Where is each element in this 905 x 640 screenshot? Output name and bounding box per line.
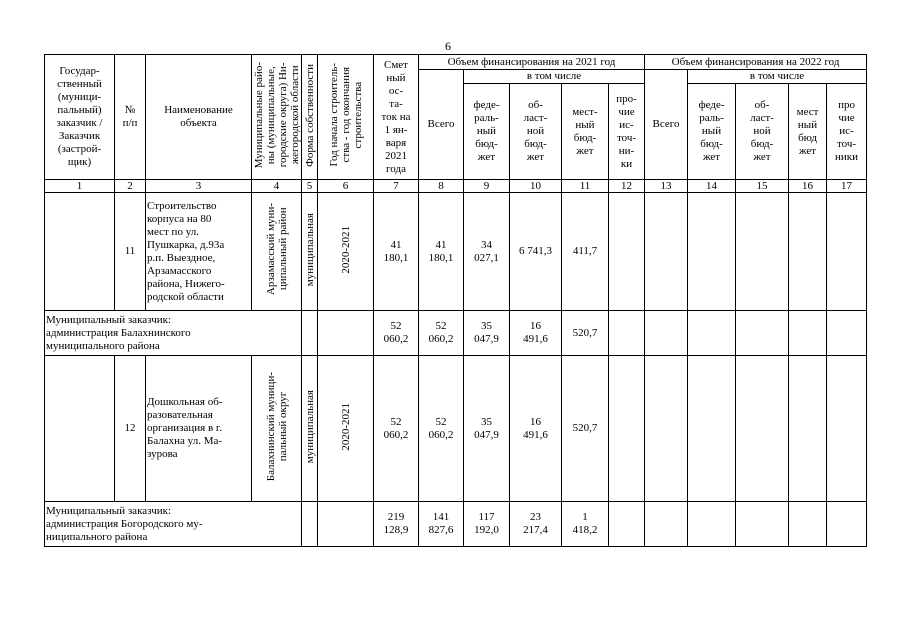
table-row bbox=[45, 193, 867, 311]
federal-value: 35 047,9 bbox=[464, 356, 510, 502]
header-other-2021: про- чие ис- точ- ни- ки bbox=[609, 84, 645, 180]
balance-value: 219 128,9 bbox=[374, 502, 419, 547]
local-value: 411,7 bbox=[562, 193, 609, 311]
col-number: 15 bbox=[736, 180, 789, 193]
header-districts-cell bbox=[252, 55, 302, 180]
federal-value: 117 192,0 bbox=[464, 502, 510, 547]
header-federal-2021: феде- раль- ный бюд- жет bbox=[464, 84, 510, 180]
header-districts: Муниципальные райо- ны (муниципальные, городские округа) Ни- жегородской области bbox=[253, 61, 301, 169]
header-including-2021: в том числе bbox=[464, 70, 645, 84]
regional-value: 6 741,3 bbox=[510, 193, 562, 311]
district: Арзамасский муни- ципальный район bbox=[264, 203, 289, 296]
total-value: 52 060,2 bbox=[419, 311, 464, 356]
district: Балахнинский муници- пальный округ bbox=[264, 371, 289, 482]
col-number: 7 bbox=[374, 180, 419, 193]
header-customer: Государ- ственный (муници- пальный) заказчик / Заказчик (застрой- щик) bbox=[45, 55, 115, 180]
table-row bbox=[45, 502, 867, 547]
header-years: Год начала строитель- ства - год окончания строительства bbox=[327, 63, 364, 167]
federal-value: 35 047,9 bbox=[464, 311, 510, 356]
col-number: 6 bbox=[318, 180, 374, 193]
header-including-2022: в том числе bbox=[688, 70, 867, 84]
page-number: 6 bbox=[445, 39, 451, 53]
row-num: 12 bbox=[115, 356, 146, 502]
financing-table bbox=[44, 54, 867, 547]
ownership: муниципальная bbox=[303, 212, 316, 287]
row-num: 11 bbox=[115, 193, 146, 311]
col-number: 8 bbox=[419, 180, 464, 193]
header-local-2022: мест ный бюд жет bbox=[789, 84, 827, 180]
col-number: 9 bbox=[464, 180, 510, 193]
balance-value: 41 180,1 bbox=[374, 193, 419, 311]
header-fin-2022: Объем финансирования на 2022 год bbox=[645, 55, 867, 70]
customer-name: Муниципальный заказчик: администрация Балахнинского муниципального района bbox=[45, 311, 302, 356]
col-number: 13 bbox=[645, 180, 688, 193]
header-regional-2021: об- ласт- ной бюд- жет bbox=[510, 84, 562, 180]
table-row bbox=[45, 356, 867, 502]
header-num: № п/п bbox=[115, 55, 146, 180]
header-regional-2022: об- ласт- ной бюд- жет bbox=[736, 84, 789, 180]
local-value: 1 418,2 bbox=[562, 502, 609, 547]
header-fin-2021: Объем финансирования на 2021 год bbox=[419, 55, 645, 70]
header-object-name: Наименование объекта bbox=[146, 55, 252, 180]
header-ownership-cell bbox=[302, 55, 318, 180]
col-number: 2 bbox=[115, 180, 146, 193]
ownership: муниципальная bbox=[303, 389, 316, 464]
object-name: Строительство корпуса на 80 мест по ул. Пушкарка, д.93а р.п. Выездное, Арзамасского района, Нижего- родской области bbox=[146, 193, 252, 311]
header-balance: Смет ный ос- та- ток на 1 ян- варя 2021 года bbox=[374, 55, 419, 180]
balance-value: 52 060,2 bbox=[374, 356, 419, 502]
col-number: 4 bbox=[252, 180, 302, 193]
col-number: 10 bbox=[510, 180, 562, 193]
col-number: 1 bbox=[45, 180, 115, 193]
years: 2020-2021 bbox=[339, 402, 352, 451]
column-numbers-row bbox=[45, 180, 867, 193]
col-number: 11 bbox=[562, 180, 609, 193]
local-value: 520,7 bbox=[562, 356, 609, 502]
header-federal-2022: феде- раль- ный бюд- жет bbox=[688, 84, 736, 180]
col-number: 16 bbox=[789, 180, 827, 193]
total-value: 41 180,1 bbox=[419, 193, 464, 311]
table-row bbox=[45, 311, 867, 356]
col-number: 3 bbox=[146, 180, 252, 193]
regional-value: 23 217,4 bbox=[510, 502, 562, 547]
total-value: 52 060,2 bbox=[419, 356, 464, 502]
total-value: 141 827,6 bbox=[419, 502, 464, 547]
regional-value: 16 491,6 bbox=[510, 311, 562, 356]
header-total-2022: Всего bbox=[645, 70, 688, 180]
local-value: 520,7 bbox=[562, 311, 609, 356]
header-other-2022: про чие ис- точ- ники bbox=[827, 84, 867, 180]
object-name: Дошкольная об- разовательная организация в г. Балахна ул. Ма- зурова bbox=[146, 356, 252, 502]
col-number: 5 bbox=[302, 180, 318, 193]
years: 2020-2021 bbox=[339, 225, 352, 274]
col-number: 14 bbox=[688, 180, 736, 193]
header-local-2021: мест- ный бюд- жет bbox=[562, 84, 609, 180]
header-years-cell bbox=[318, 55, 374, 180]
col-number: 17 bbox=[827, 180, 867, 193]
balance-value: 52 060,2 bbox=[374, 311, 419, 356]
customer-name: Муниципальный заказчик: администрация Богородского му- ниципального района bbox=[45, 502, 302, 547]
header-total-2021: Всего bbox=[419, 70, 464, 180]
regional-value: 16 491,6 bbox=[510, 356, 562, 502]
federal-value: 34 027,1 bbox=[464, 193, 510, 311]
header-ownership: Форма собственности bbox=[303, 63, 316, 167]
col-number: 12 bbox=[609, 180, 645, 193]
